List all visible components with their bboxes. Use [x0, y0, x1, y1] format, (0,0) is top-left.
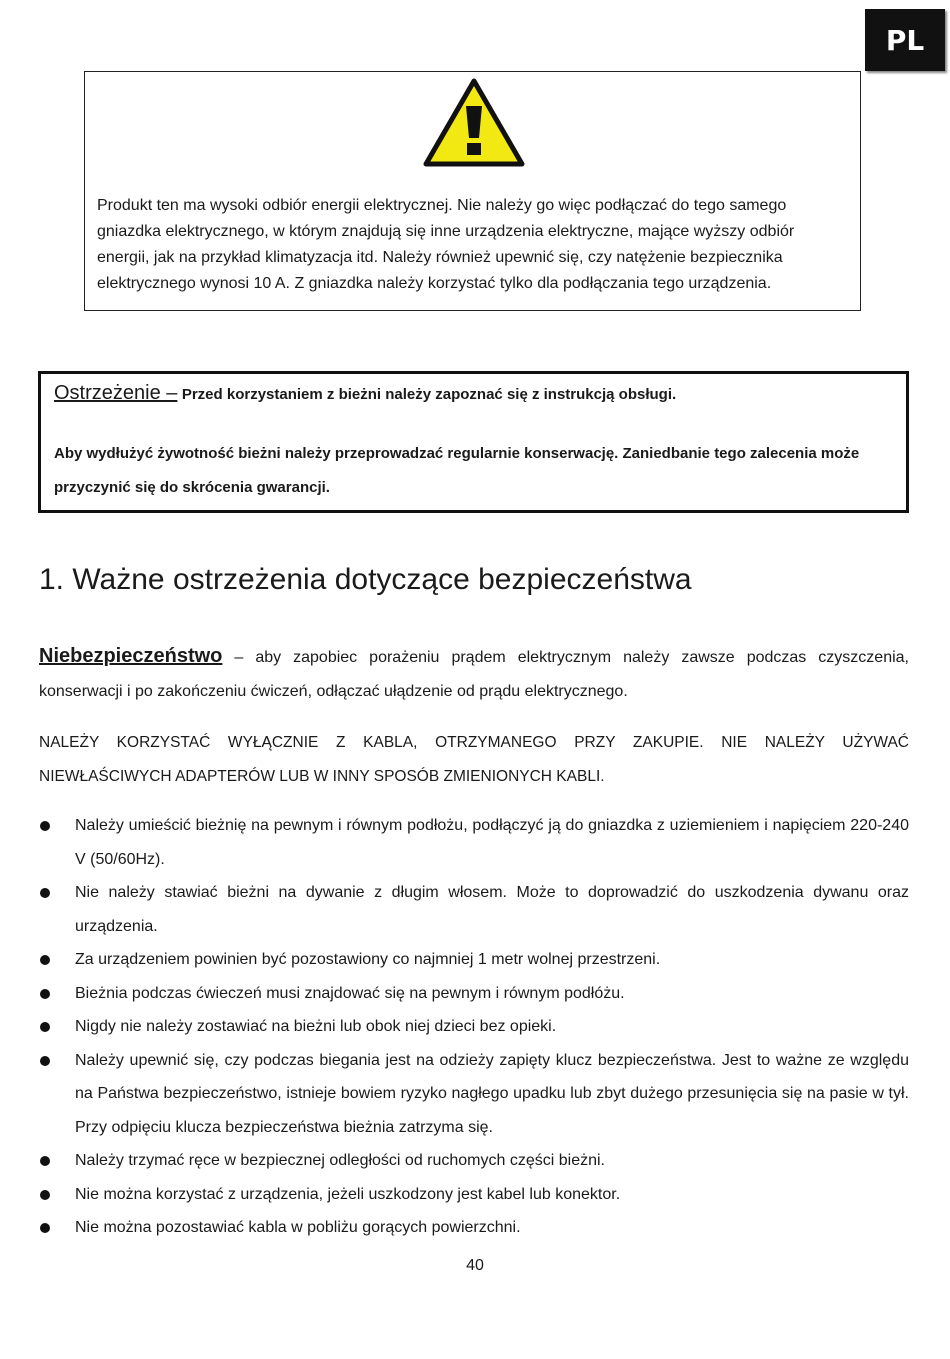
list-item: Należy umieścić bieżnię na pewnym i równym podłożu, podłączyć ją do gniazdka z uziemieniem i napięciem 220-240 V (50/60Hz). — [39, 809, 909, 876]
list-item: Za urządzeniem powinien być pozostawiony co najmniej 1 metr wolnej przestrzeni. — [39, 943, 909, 977]
caution-first-line — [54, 382, 676, 405]
danger-paragraph — [39, 639, 909, 709]
safety-bullet-list — [39, 809, 909, 1245]
list-item: Nie można korzystać z urządzenia, jeżeli uszkodzony jest kabel lub konektor. — [39, 1178, 909, 1212]
caution-second-paragraph: Aby wydłużyć żywotność bieżni należy przeprowadzać regularnie konserwację. Zaniedbanie tego zalecenia może przyczynić się do skrócenia gwarancji. — [54, 445, 860, 496]
danger-heading: Niebezpieczeństwo — [39, 645, 223, 667]
danger-dash: – — [222, 649, 256, 666]
list-item: Należy trzymać ręce w bezpiecznej odległości od ruchomych części bieżni. — [39, 1144, 909, 1178]
list-item: Nigdy nie należy zostawiać na bieżni lub obok niej dzieci bez opieki. — [39, 1010, 909, 1044]
list-item: Bieżnia podczas ćwieczeń musi znajdować się na pewnym i równym podłóżu. — [39, 977, 909, 1011]
list-item: Należy upewnić się, czy podczas biegania jest na odzieży zapięty klucz bezpieczeństwa. Jest to ważne ze względu na Państwa bezpieczeństwo, istnieje bowiem ryzyko nagłego upadku lub zbyt dużego przesunięcia się na pasie w tył. Przy odpięciu klucza bezpieczeństwa bieżnia zatrzyma się. — [39, 1044, 909, 1145]
electrical-warning-text: Produkt ten ma wysoki odbiór energii elektrycznej. Nie należy go więc podłączać do tego samego gniazdka elektrycznego, w którym znajdują się inne urządzenia elektryczne, mające wyższy odbiór energii, jak na przykład klimatyzacja itd. Należy również upewnić się, czy natężenie bezpiecznika elektrycznego wynosi 10 A. Z gniazdka należy korzystać tylko dla podłączania tego urządzenia. — [97, 197, 795, 292]
electrical-warning-box — [84, 71, 861, 311]
language-badge: PL — [865, 9, 945, 71]
list-item: Nie można pozostawiać kabla w pobliżu gorących powierzchni. — [39, 1211, 909, 1245]
cable-warning-paragraph: NALEŻY KORZYSTAĆ WYŁĄCZNIE Z KABLA, OTRZYMANEGO PRZY ZAKUPIE. NIE NALEŻY UŻYWAĆ NIEWŁAŚCIWYCH ADAPTERÓW LUB W INNY SPOSÓB ZMIENIONYCH KABLI. — [39, 734, 909, 785]
page-number: 40 — [466, 1257, 484, 1274]
list-item: Nie należy stawiać bieżni na dywanie z długim włosem. Może to doprowadzić do uszkodzenia dywanu oraz urządzenia. — [39, 876, 909, 943]
caution-box — [38, 371, 909, 513]
section-title: 1. Ważne ostrzeżenia dotyczące bezpieczeństwa — [39, 563, 692, 596]
caution-first-text: Przed korzystaniem z bieżni należy zapoznać się z instrukcją obsługi. — [181, 386, 677, 403]
warning-exclamation-icon — [421, 76, 527, 170]
caution-heading: Ostrzeżenie – — [54, 382, 178, 404]
danger-text: aby zapobiec porażeniu prądem elektrycznym należy zawsze podczas czyszczenia, konserwacji i po zakończeniu ćwiczeń, odłączać ułądzenie od prądu elektrycznego. — [39, 649, 909, 700]
